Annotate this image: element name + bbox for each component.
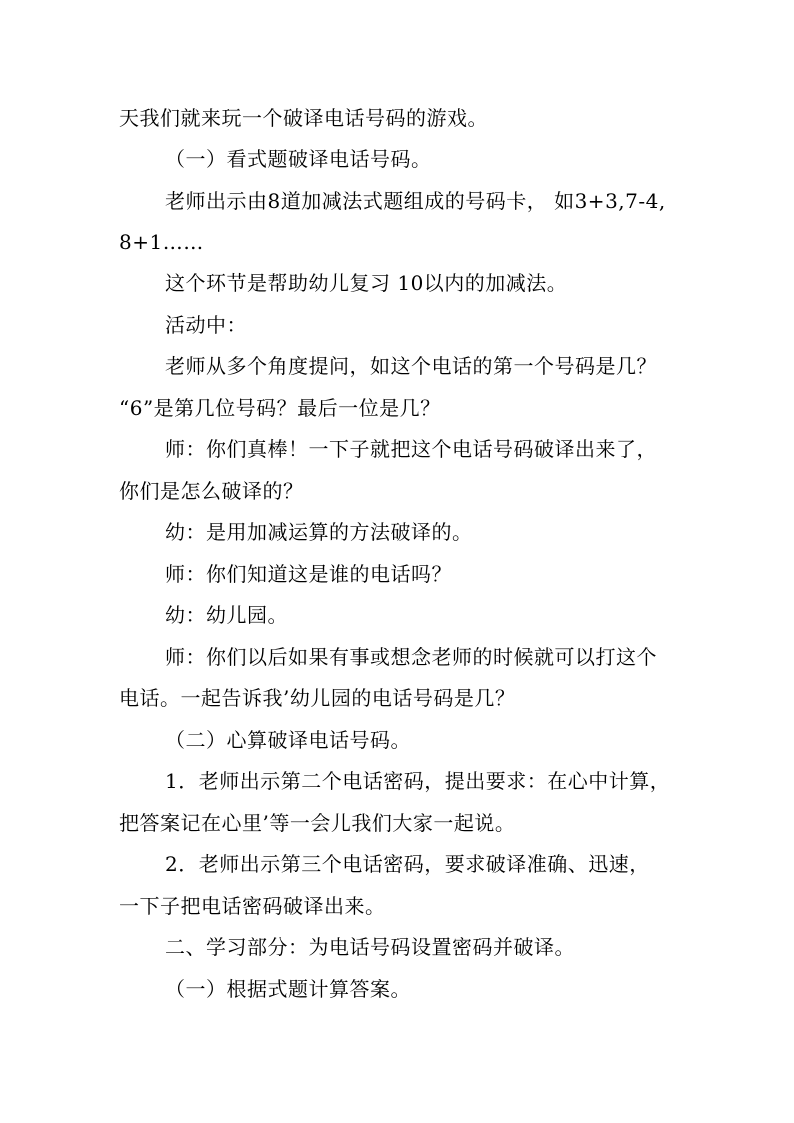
- section-heading-1: （一）看式题破译电话号码。: [165, 147, 432, 171]
- list-item-1-line-2: 把答案记在心里’等一会儿我们大家一起说。: [119, 811, 516, 835]
- paragraph-line-5: 这个环节是帮助幼儿复习 10以内的加减法。: [165, 271, 568, 295]
- dialogue-line-3: 幼：是用加减运算的方法破译的。: [165, 520, 473, 544]
- list-item-1-line-1: 1．老师出示第二个电话密码，提出要求：在心中计算，: [165, 769, 671, 793]
- paragraph-line-6: 活动中：: [165, 313, 247, 337]
- dialogue-line-4: 师：你们知道这是谁的电话吗？: [165, 562, 452, 586]
- dialogue-line-5: 幼：幼儿园。: [165, 603, 288, 627]
- section-heading-3: 二、学习部分：为电话号码设置密码并破译。: [165, 935, 575, 959]
- paragraph-line-7: 老师从多个角度提问，如这个电话的第一个号码是几？: [165, 354, 657, 378]
- paragraph-line-4: 8+1……: [119, 230, 204, 254]
- list-item-2-line-2: 一下子把电话密码破译出来。: [119, 894, 386, 918]
- list-item-2-line-1: 2．老师出示第三个电话密码，要求破译准确、迅速，: [165, 852, 650, 876]
- dialogue-line-2: 你们是怎么破译的？: [119, 479, 304, 503]
- dialogue-line-7: 电话。一起告诉我’幼儿园的电话号码是几？: [119, 686, 516, 710]
- paragraph-line-1: 天我们就来玩一个破译电话号码的游戏。: [119, 106, 488, 130]
- section-heading-4: （一）根据式题计算答案。: [165, 977, 411, 1001]
- dialogue-line-6: 师：你们以后如果有事或想念老师的时候就可以打这个: [165, 645, 657, 669]
- dialogue-line-1: 师：你们真棒！一下子就把这个电话号码破译出来了，: [165, 437, 657, 461]
- section-heading-2: （二）心算破译电话号码。: [165, 728, 411, 752]
- paragraph-line-3: 老师出示由8道加减法式题组成的号码卡， 如3+3,7-4,: [165, 189, 666, 213]
- paragraph-line-8: “6”是第几位号码？最后一位是几？: [119, 396, 441, 420]
